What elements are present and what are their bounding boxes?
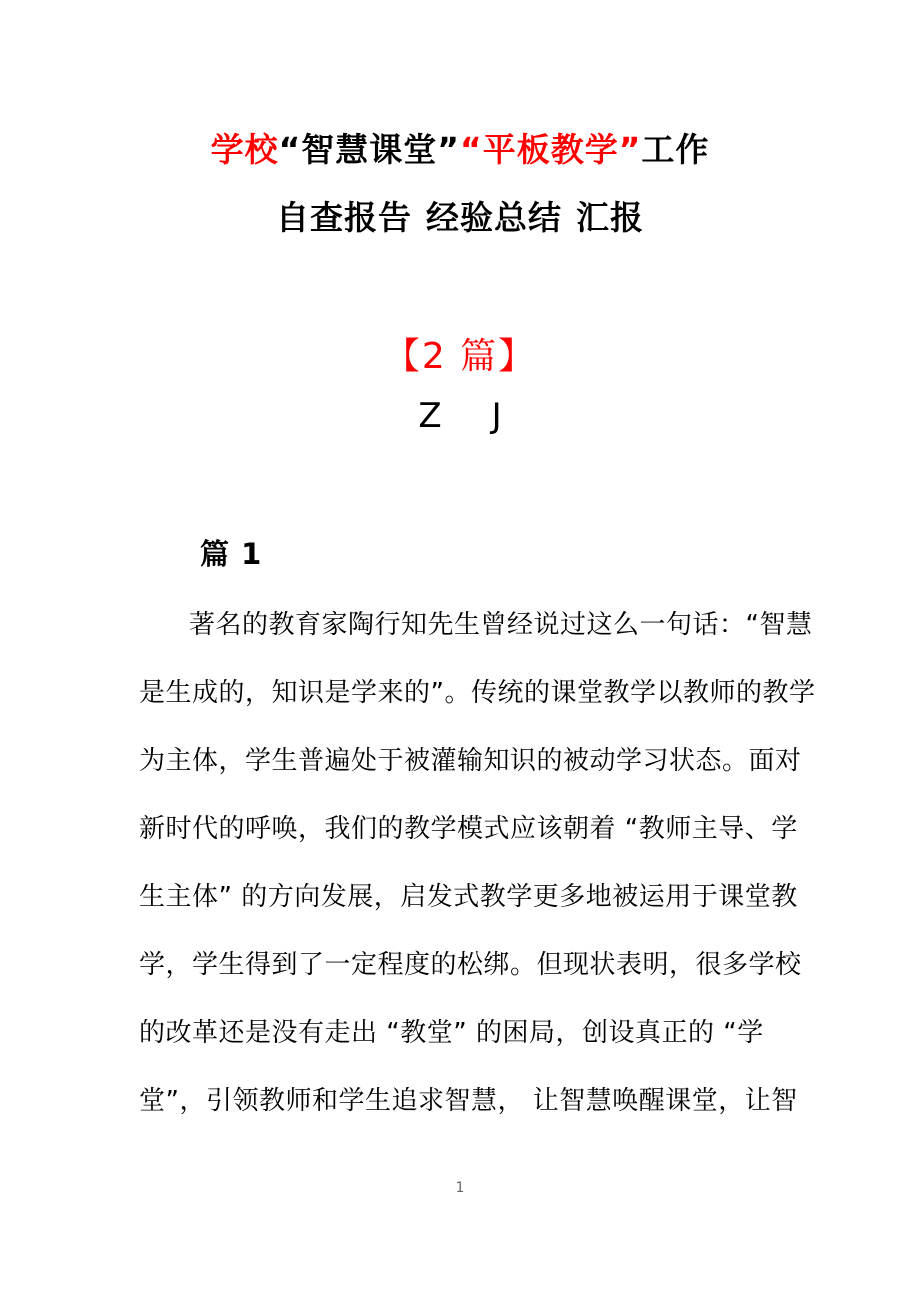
author-initials (0, 396, 920, 436)
title-smart-classroom: “智慧课堂” (278, 130, 460, 169)
title-experience-summary: 经验总结 (426, 198, 562, 237)
title-report: 汇报 (576, 198, 644, 237)
body-line: 的改革还是没有走出 “教堂” 的困局，创设真正的 “学 (139, 1018, 764, 1048)
article-count-label: 【2 篇】 (383, 336, 537, 377)
body-line: 为主体，学生普遍处于被灌输知识的被动学习状态。面对 (139, 746, 802, 776)
section-heading: 篇 1 (200, 537, 263, 571)
document-title-line-2 (0, 192, 920, 239)
title-tablet-teaching: “平板教学” (460, 130, 642, 169)
body-line: 新时代的呼唤，我们的教学模式应该朝着 “教师主导、学 (139, 814, 798, 844)
body-line: 是生成的，知识是学来的”。传统的课堂教学以教师的教学 (139, 678, 816, 708)
body-line: 著名的教育家陶行知先生曾经说过这么一句话：“智慧 (189, 610, 813, 640)
page-number: 1 (455, 1180, 465, 1196)
title-self-check-report: 自查报告 (276, 198, 412, 237)
author-initial-first: Z (418, 396, 442, 436)
body-line: 学，学生得到了一定程度的松绑。但现状表明，很多学校 (139, 950, 802, 980)
document-title-line-1 (0, 124, 920, 171)
title-school: 学校 (210, 130, 279, 169)
body-line: 堂”，引领教师和学生追求智慧， 让智慧唤醒课堂，让智 (139, 1086, 798, 1116)
title-work: 工作 (641, 130, 710, 169)
body-line: 生主体” 的方向发展，启发式教学更多地被运用于课堂教 (139, 882, 798, 912)
author-initial-second: J (491, 396, 502, 436)
